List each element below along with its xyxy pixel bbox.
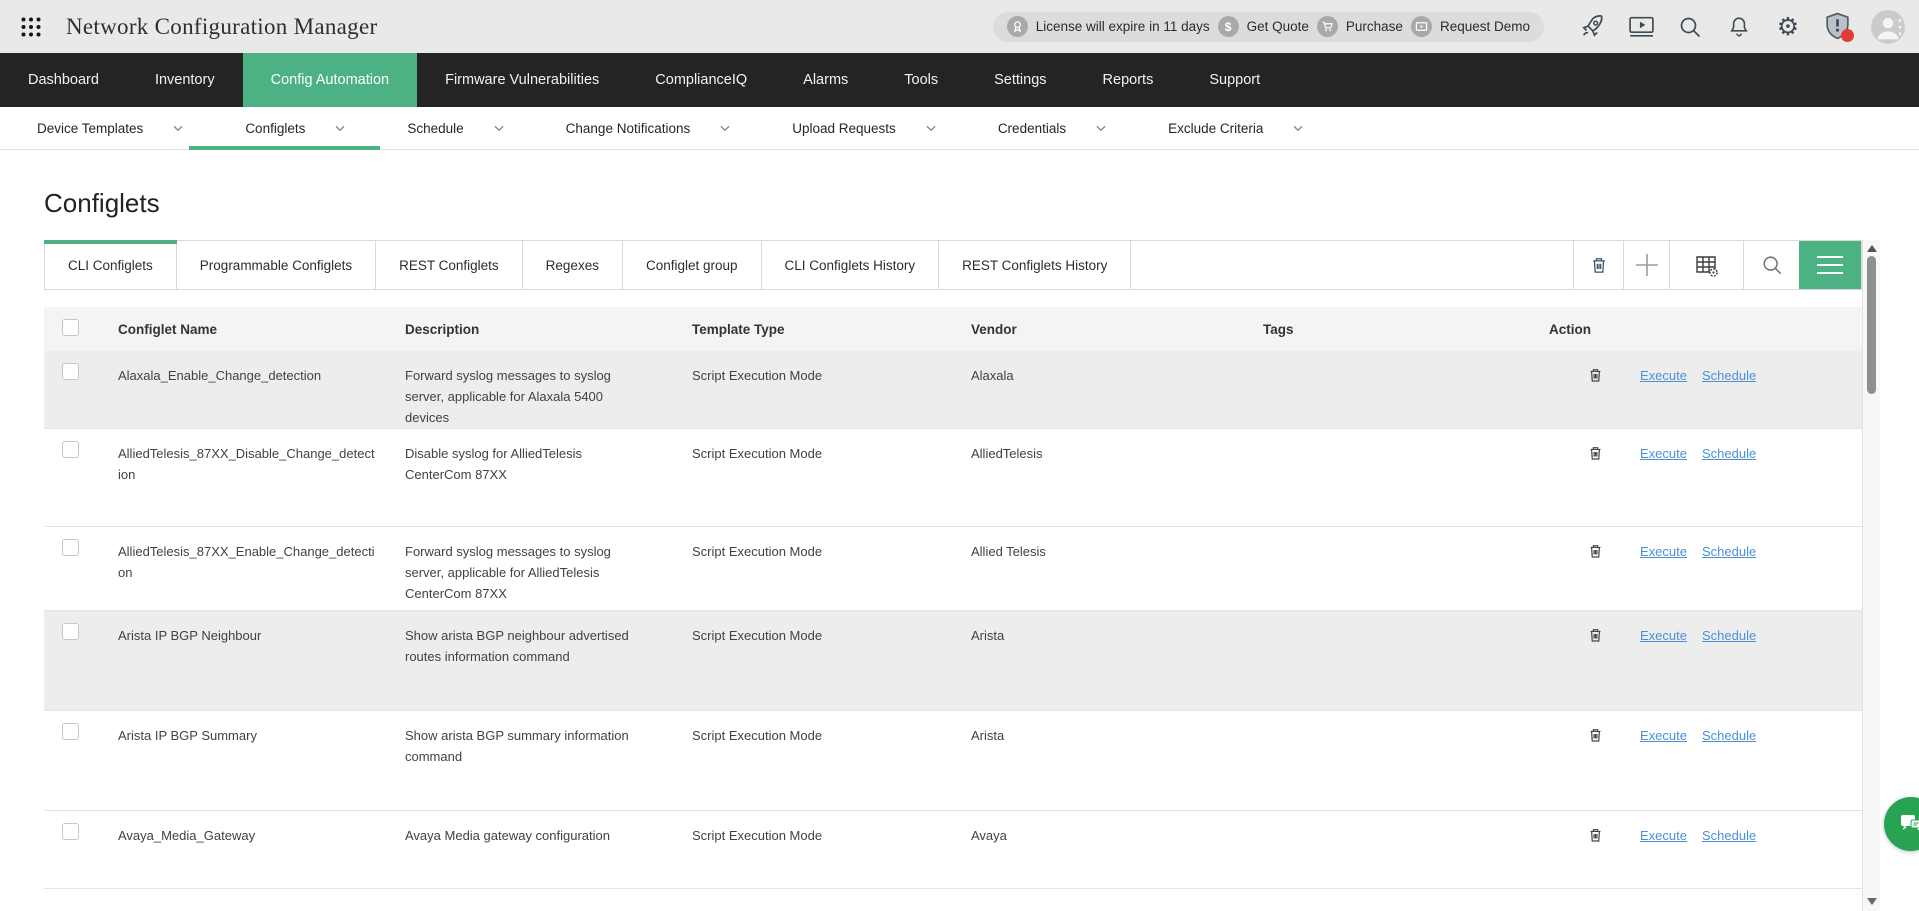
rocket-icon[interactable] <box>1577 12 1607 42</box>
nav-item-label: Config Automation <box>270 72 390 88</box>
execute-link[interactable]: Execute <box>1640 368 1687 383</box>
purchase-link[interactable]: Purchase <box>1345 19 1403 34</box>
chevron-down-icon <box>926 125 936 132</box>
configlet-name: Arista IP BGP Summary <box>118 728 257 743</box>
subnav-item[interactable] <box>245 107 345 149</box>
subnav-item[interactable] <box>1168 107 1303 149</box>
table-row <box>44 527 1862 611</box>
nav-item[interactable] <box>627 53 775 107</box>
app-header <box>0 0 1919 53</box>
nav-item-label: Dashboard <box>28 72 99 88</box>
nav-item-label: Settings <box>994 72 1047 88</box>
trash-icon <box>1587 626 1604 644</box>
execute-link[interactable]: Execute <box>1640 628 1687 643</box>
tags <box>1263 351 1549 428</box>
col-description: Description <box>405 321 480 337</box>
subnav-item[interactable] <box>792 107 936 149</box>
col-configlet-name: Configlet Name <box>118 321 218 337</box>
table-header <box>44 307 1862 351</box>
nav-item[interactable] <box>127 53 243 107</box>
subnav-item[interactable] <box>998 107 1106 149</box>
configlet-tab[interactable] <box>939 241 1131 289</box>
table-search-button[interactable] <box>1743 241 1799 289</box>
chevron-down-icon <box>335 125 345 132</box>
subnav-item[interactable] <box>37 107 183 149</box>
nav-item[interactable] <box>775 53 876 107</box>
configlet-tab[interactable] <box>623 241 762 289</box>
configlet-name: AlliedTelesis_87XX_Disable_Change_detection <box>118 446 375 482</box>
column-chooser-icon <box>1693 252 1720 279</box>
configlet-description: Show arista BGP summary information command <box>405 728 629 764</box>
subnav-item-label: Credentials <box>997 120 1067 136</box>
row-checkbox[interactable] <box>62 539 79 556</box>
tab-label: CLI Configlets <box>68 257 153 273</box>
vendor: Avaya <box>971 828 1007 843</box>
nav-item[interactable] <box>876 53 966 107</box>
nav-item[interactable] <box>0 53 127 107</box>
tab-label: Regexes <box>545 257 599 273</box>
vendor: Allied Telesis <box>971 544 1046 559</box>
search-icon[interactable] <box>1675 12 1705 42</box>
tags <box>1263 711 1549 810</box>
nav-item-label: Firmware Vulnerabilities <box>445 72 600 88</box>
template-type: Script Execution Mode <box>692 446 823 461</box>
configlet-name: Avaya_Media_Gateway <box>118 828 256 843</box>
video-demo-icon[interactable] <box>1626 12 1656 42</box>
configlet-description: Avaya Media gateway configuration <box>405 828 610 843</box>
license-ribbon-icon <box>1007 16 1028 37</box>
tab-label: Configlet group <box>645 257 738 273</box>
scroll-up-arrow[interactable] <box>1867 245 1877 252</box>
trash-icon <box>1587 542 1604 560</box>
vendor: Arista <box>971 728 1005 743</box>
configlet-tab[interactable] <box>376 241 523 289</box>
add-configlet-button[interactable] <box>1623 241 1669 289</box>
col-vendor: Vendor <box>971 321 1017 337</box>
chat-icon <box>1898 811 1919 837</box>
nav-item-label: ComplianceIQ <box>655 72 748 88</box>
subnav-item-label: Configlets <box>245 120 306 136</box>
search-icon <box>1761 254 1783 276</box>
get-quote-link[interactable]: Get Quote <box>1246 19 1309 34</box>
delete-row-button[interactable] <box>1587 444 1604 462</box>
delete-row-button[interactable] <box>1587 826 1604 844</box>
nav-item[interactable] <box>1075 53 1182 107</box>
nav-item-label: Inventory <box>154 72 215 88</box>
dollar-icon: $ <box>1218 16 1239 37</box>
row-checkbox[interactable] <box>62 363 79 380</box>
delete-row-button[interactable] <box>1587 726 1604 744</box>
subnav-item-label: Device Templates <box>37 120 144 136</box>
nav-item[interactable] <box>417 53 627 107</box>
vendor: AlliedTelesis <box>971 446 1043 461</box>
table-row <box>44 429 1862 527</box>
tags <box>1263 429 1549 526</box>
menu-icon <box>1817 256 1843 274</box>
configlets-table <box>44 307 1862 889</box>
table-row <box>44 711 1862 811</box>
table-row <box>44 611 1862 711</box>
configlet-description: Disable syslog for AlliedTelesis CenterCom 87XX <box>405 446 583 482</box>
license-banner <box>993 12 1544 42</box>
configlet-tab[interactable] <box>762 241 940 289</box>
cart-icon <box>1317 16 1338 37</box>
select-all-checkbox[interactable] <box>62 319 79 336</box>
tags <box>1263 527 1549 610</box>
nav-item-label: Reports <box>1102 72 1154 88</box>
execute-link[interactable]: Execute <box>1640 544 1687 559</box>
scroll-thumb[interactable] <box>1867 256 1876 394</box>
delete-row-button[interactable] <box>1587 542 1604 560</box>
subnav-item-label: Upload Requests <box>792 120 896 136</box>
template-type: Script Execution Mode <box>692 728 823 743</box>
row-checkbox[interactable] <box>62 723 79 740</box>
subnav-item-label: Exclude Criteria <box>1168 120 1264 136</box>
bell-icon[interactable] <box>1724 12 1754 42</box>
vendor: Arista <box>971 628 1005 643</box>
template-type: Script Execution Mode <box>692 544 823 559</box>
vertical-scrollbar[interactable] <box>1862 240 1880 911</box>
nav-item-label: Support <box>1209 72 1261 88</box>
row-checkbox[interactable] <box>62 441 79 458</box>
nav-item[interactable] <box>1181 53 1288 107</box>
configlet-tab[interactable] <box>523 241 623 289</box>
nav-item[interactable] <box>243 53 418 107</box>
chat-button[interactable] <box>1884 797 1919 851</box>
trash-icon <box>1587 366 1604 384</box>
tab-label: REST Configlets <box>399 257 499 273</box>
row-checkbox[interactable] <box>62 823 79 840</box>
chevron-down-icon <box>1293 125 1303 132</box>
app-title: Network Configuration Manager <box>66 13 378 39</box>
configlet-name: AlliedTelesis_87XX_Enable_Change_detection <box>118 544 375 580</box>
delete-row-button[interactable] <box>1587 366 1604 384</box>
vendor: Alaxala <box>971 368 1014 383</box>
configlet-description: Show arista BGP neighbour advertised routes information command <box>405 628 629 664</box>
subnav-item-label: Change Notifications <box>565 120 691 136</box>
configlet-tab[interactable] <box>177 241 376 289</box>
trash-icon <box>1589 255 1609 275</box>
nav-item-label: Alarms <box>803 72 849 88</box>
demo-screen-icon <box>1411 16 1432 37</box>
configlet-name: Arista IP BGP Neighbour <box>118 628 262 643</box>
table-row <box>44 811 1862 889</box>
schedule-link[interactable]: Schedule <box>1701 544 1757 559</box>
chevron-down-icon <box>173 125 183 132</box>
request-demo-link[interactable]: Request Demo <box>1439 19 1530 34</box>
main-nav <box>0 53 1919 107</box>
table-row <box>44 351 1862 429</box>
row-checkbox[interactable] <box>62 623 79 640</box>
nav-overflow-kebab-icon[interactable]: ⋮ <box>1890 16 1910 38</box>
template-type: Script Execution Mode <box>692 628 823 643</box>
sub-nav <box>0 107 1919 150</box>
shield-alert-icon[interactable] <box>1822 12 1852 42</box>
subnav-item-label: Schedule <box>407 120 464 136</box>
scroll-down-arrow[interactable] <box>1867 898 1877 905</box>
trash-icon <box>1587 444 1604 462</box>
chevron-down-icon <box>1096 125 1106 132</box>
chevron-down-icon <box>720 125 730 132</box>
schedule-link[interactable]: Schedule <box>1701 368 1757 383</box>
configlet-tabstrip <box>44 240 1862 290</box>
configlet-description: Forward syslog messages to syslog server, applicable for AlliedTelesis CenterCom 87XX <box>405 544 611 601</box>
configlet-name: Alaxala_Enable_Change_detection <box>118 368 322 383</box>
chevron-down-icon <box>494 125 504 132</box>
template-type: Script Execution Mode <box>692 828 823 843</box>
schedule-link[interactable]: Schedule <box>1701 628 1757 643</box>
column-chooser-button[interactable] <box>1669 241 1743 289</box>
col-tags: Tags <box>1263 321 1294 337</box>
page-title: Configlets <box>44 188 160 218</box>
tab-label: Programmable Configlets <box>199 257 353 273</box>
trash-icon <box>1587 826 1604 844</box>
execute-link[interactable]: Execute <box>1640 446 1687 461</box>
nav-item[interactable] <box>966 53 1074 107</box>
template-type: Script Execution Mode <box>692 368 823 383</box>
schedule-link[interactable]: Schedule <box>1701 828 1757 843</box>
alert-badge <box>1841 29 1854 42</box>
configlet-description: Forward syslog messages to syslog server, applicable for Alaxala 5400 devices <box>405 368 611 425</box>
col-action: Action <box>1549 321 1591 337</box>
execute-link[interactable]: Execute <box>1640 728 1687 743</box>
schedule-link[interactable]: Schedule <box>1701 728 1757 743</box>
schedule-link[interactable]: Schedule <box>1701 446 1757 461</box>
execute-link[interactable]: Execute <box>1640 828 1687 843</box>
tags <box>1263 611 1549 710</box>
license-expiry-text: License will expire in 11 days <box>1035 19 1210 34</box>
configlet-tab[interactable] <box>45 241 177 289</box>
tags <box>1263 811 1549 888</box>
trash-icon <box>1587 726 1604 744</box>
subnav-item[interactable] <box>407 107 503 149</box>
subnav-item[interactable] <box>566 107 731 149</box>
table-menu-button[interactable] <box>1799 241 1861 289</box>
col-template-type: Template Type <box>692 321 785 337</box>
plus-icon <box>1634 252 1660 278</box>
delete-row-button[interactable] <box>1587 626 1604 644</box>
gear-icon[interactable]: ⚙ <box>1776 12 1800 41</box>
tab-label: REST Configlets History <box>962 257 1108 273</box>
nav-item-label: Tools <box>904 72 939 88</box>
tab-label: CLI Configlets History <box>784 257 916 273</box>
delete-selected-button[interactable] <box>1573 241 1623 289</box>
apps-grid-icon[interactable] <box>18 14 44 40</box>
